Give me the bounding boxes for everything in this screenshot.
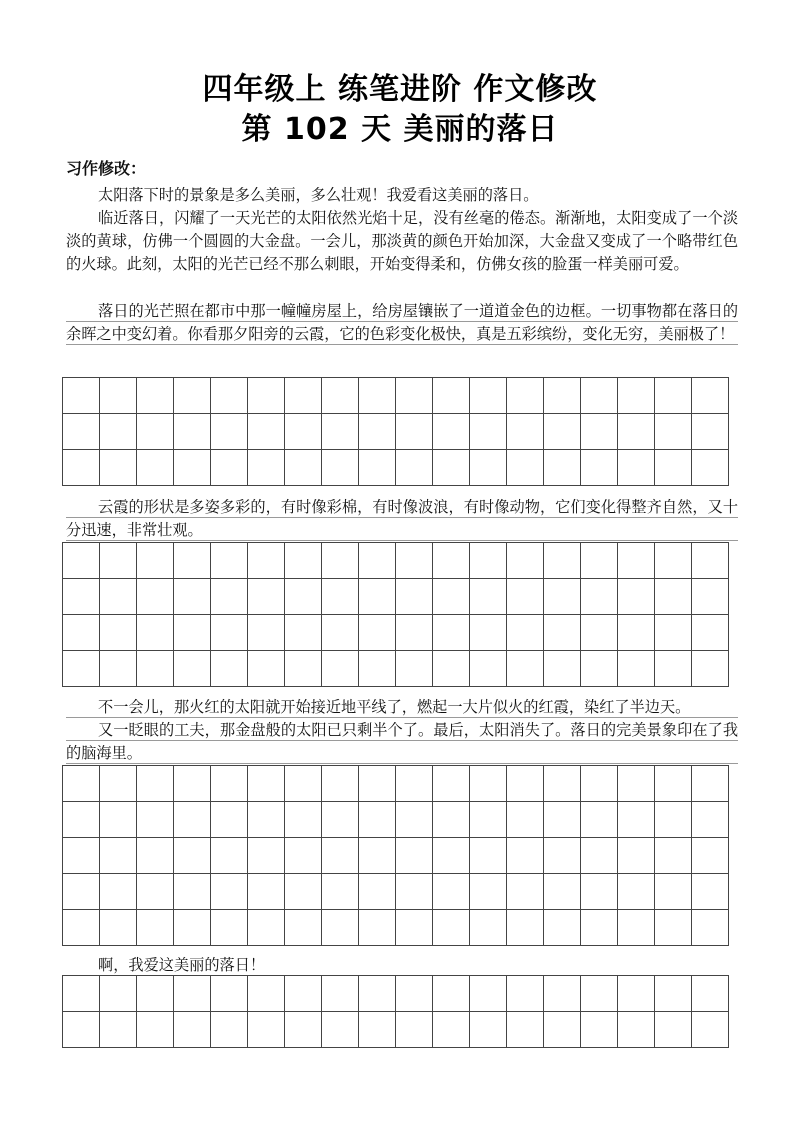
grid-cell[interactable] [174, 910, 211, 946]
grid-cell[interactable] [174, 838, 211, 874]
grid-cell[interactable] [137, 976, 174, 1012]
grid-cell[interactable] [248, 766, 285, 802]
grid-cell[interactable] [655, 838, 692, 874]
grid-cell[interactable] [655, 450, 692, 486]
grid-cell[interactable] [618, 378, 655, 414]
grid-cell[interactable] [396, 838, 433, 874]
grid-cell[interactable] [544, 378, 581, 414]
grid-cell[interactable] [396, 378, 433, 414]
grid-cell[interactable] [507, 579, 544, 615]
paragraph-3: 落日的光芒照在都市中那一幢幢房屋上，给房屋镶嵌了一道道金色的边框。一切事物都在落日的余晖之中变幻着。你看那夕阳旁的云霞，它的色彩变化极快，真是五彩缤纷，变化无穷，美丽极了！ [66, 300, 738, 346]
grid-cell[interactable] [433, 543, 470, 579]
grid-cell[interactable] [248, 874, 285, 910]
grid-cell[interactable] [396, 802, 433, 838]
grid-cell[interactable] [322, 615, 359, 651]
grid-cell[interactable] [544, 766, 581, 802]
grid-cell[interactable] [137, 874, 174, 910]
grid-cell[interactable] [618, 651, 655, 687]
grid-cell[interactable] [692, 651, 729, 687]
grid-cell[interactable] [618, 802, 655, 838]
grid-cell[interactable] [618, 838, 655, 874]
grid-cell[interactable] [285, 976, 322, 1012]
grid-cell[interactable] [211, 579, 248, 615]
grid-cell[interactable] [581, 766, 618, 802]
grid-cell[interactable] [285, 651, 322, 687]
grid-cell[interactable] [211, 615, 248, 651]
grid-cell[interactable] [322, 976, 359, 1012]
grid-cell[interactable] [507, 976, 544, 1012]
grid-cell[interactable] [63, 766, 100, 802]
grid-cell[interactable] [544, 802, 581, 838]
grid-cell[interactable] [581, 838, 618, 874]
grid-cell[interactable] [100, 615, 137, 651]
worksheet-title: 四年级上 练笔进阶 作文修改 [202, 72, 598, 107]
grid-cell[interactable] [470, 651, 507, 687]
grid-cell[interactable] [137, 615, 174, 651]
grid-cell[interactable] [285, 579, 322, 615]
grid-cell[interactable] [174, 615, 211, 651]
grid-cell[interactable] [248, 543, 285, 579]
grid-cell[interactable] [211, 802, 248, 838]
grid-cell[interactable] [100, 378, 137, 414]
grid-cell[interactable] [174, 874, 211, 910]
grid-cell[interactable] [100, 838, 137, 874]
grid-cell[interactable] [359, 543, 396, 579]
grid-cell[interactable] [396, 766, 433, 802]
paragraph-5: 不一会儿，那火红的太阳就开始接近地平线了，燃起一大片似火的红霞，染红了半边天。 [66, 696, 738, 719]
grid-cell[interactable] [396, 579, 433, 615]
grid-cell[interactable] [692, 838, 729, 874]
writing-grid-3[interactable] [62, 765, 729, 946]
grid-cell[interactable] [63, 838, 100, 874]
grid-cell[interactable] [359, 615, 396, 651]
grid-cell[interactable] [470, 543, 507, 579]
grid-cell[interactable] [63, 910, 100, 946]
grid-cell[interactable] [544, 615, 581, 651]
grid-cell[interactable] [137, 414, 174, 450]
grid-cell[interactable] [655, 802, 692, 838]
grid-cell[interactable] [507, 802, 544, 838]
grid-cell[interactable] [248, 910, 285, 946]
grid-cell[interactable] [692, 1012, 729, 1048]
grid-cell[interactable] [692, 802, 729, 838]
grid-cell[interactable] [433, 802, 470, 838]
grid-cell[interactable] [359, 910, 396, 946]
grid-cell[interactable] [618, 414, 655, 450]
paragraph-4: 云霞的形状是多姿多彩的，有时像彩棉，有时像波浪，有时像动物，它们变化得整齐自然，又十分迅速，非常壮观。 [66, 496, 738, 542]
grid-cell[interactable] [692, 450, 729, 486]
grid-cell[interactable] [655, 615, 692, 651]
grid-cell[interactable] [211, 910, 248, 946]
grid-cell[interactable] [174, 378, 211, 414]
grid-cell[interactable] [285, 766, 322, 802]
grid-cell[interactable] [174, 651, 211, 687]
grid-cell[interactable] [655, 766, 692, 802]
grid-cell[interactable] [100, 802, 137, 838]
grid-cell[interactable] [100, 766, 137, 802]
grid-cell[interactable] [285, 838, 322, 874]
grid-cell[interactable] [433, 838, 470, 874]
grid-cell[interactable] [100, 543, 137, 579]
grid-cell[interactable] [211, 414, 248, 450]
grid-cell[interactable] [507, 615, 544, 651]
grid-cell[interactable] [322, 543, 359, 579]
grid-cell[interactable] [285, 910, 322, 946]
grid-cell[interactable] [174, 450, 211, 486]
grid-cell[interactable] [581, 615, 618, 651]
grid-cell[interactable] [507, 414, 544, 450]
grid-cell[interactable] [396, 450, 433, 486]
grid-cell[interactable] [100, 976, 137, 1012]
grid-cell[interactable] [211, 838, 248, 874]
grid-cell[interactable] [692, 766, 729, 802]
paragraph-6: 又一眨眼的工夫，那金盘般的太阳已只剩半个了。最后，太阳消失了。落日的完美景象印在了我的脑海里。 [66, 719, 738, 765]
grid-cell[interactable] [581, 651, 618, 687]
grid-cell[interactable] [248, 651, 285, 687]
grid-cell[interactable] [322, 910, 359, 946]
grid-cell[interactable] [248, 615, 285, 651]
grid-cell[interactable] [63, 802, 100, 838]
grid-cell[interactable] [100, 1012, 137, 1048]
grid-cell[interactable] [137, 651, 174, 687]
grid-cell[interactable] [63, 579, 100, 615]
grid-cell[interactable] [433, 651, 470, 687]
grid-cell[interactable] [433, 874, 470, 910]
grid-cell[interactable] [581, 874, 618, 910]
grid-cell[interactable] [285, 450, 322, 486]
grid-cell[interactable] [359, 378, 396, 414]
grid-cell[interactable] [359, 838, 396, 874]
grid-cell[interactable] [137, 766, 174, 802]
grid-cell[interactable] [211, 450, 248, 486]
grid-cell[interactable] [396, 976, 433, 1012]
grid-cell[interactable] [359, 802, 396, 838]
grid-cell[interactable] [137, 378, 174, 414]
grid-cell[interactable] [655, 378, 692, 414]
grid-cell[interactable] [655, 579, 692, 615]
grid-cell[interactable] [507, 874, 544, 910]
grid-cell[interactable] [285, 874, 322, 910]
grid-cell[interactable] [63, 976, 100, 1012]
grid-cell[interactable] [211, 378, 248, 414]
grid-cell[interactable] [618, 976, 655, 1012]
grid-cell[interactable] [322, 450, 359, 486]
grid-cell[interactable] [470, 976, 507, 1012]
grid-cell[interactable] [470, 414, 507, 450]
grid-cell[interactable] [211, 543, 248, 579]
paragraph-7: 啊，我爱这美丽的落日！ [98, 956, 266, 974]
grid-cell[interactable] [396, 651, 433, 687]
grid-cell[interactable] [692, 378, 729, 414]
grid-cell[interactable] [581, 976, 618, 1012]
grid-cell[interactable] [100, 874, 137, 910]
grid-cell[interactable] [248, 414, 285, 450]
grid-cell[interactable] [174, 579, 211, 615]
grid-cell[interactable] [100, 414, 137, 450]
grid-cell[interactable] [211, 976, 248, 1012]
grid-cell[interactable] [359, 976, 396, 1012]
grid-cell[interactable] [544, 874, 581, 910]
grid-cell[interactable] [100, 910, 137, 946]
grid-cell[interactable] [581, 910, 618, 946]
grid-cell[interactable] [618, 615, 655, 651]
grid-cell[interactable] [618, 543, 655, 579]
grid-cell[interactable] [581, 1012, 618, 1048]
grid-cell[interactable] [544, 450, 581, 486]
grid-cell[interactable] [507, 766, 544, 802]
grid-cell[interactable] [692, 615, 729, 651]
grid-cell[interactable] [63, 651, 100, 687]
grid-cell[interactable] [470, 874, 507, 910]
grid-cell[interactable] [655, 1012, 692, 1048]
grid-cell[interactable] [322, 579, 359, 615]
grid-cell[interactable] [396, 615, 433, 651]
grid-cell[interactable] [433, 766, 470, 802]
grid-cell[interactable] [322, 838, 359, 874]
writing-grid-2[interactable] [62, 542, 729, 687]
grid-cell[interactable] [285, 615, 322, 651]
grid-cell[interactable] [211, 766, 248, 802]
grid-cell[interactable] [396, 414, 433, 450]
paragraph-1: 太阳落下时的景象是多么美丽，多么壮观！我爱看这美丽的落日。 [98, 186, 539, 204]
grid-cell[interactable] [137, 579, 174, 615]
grid-cell[interactable] [655, 414, 692, 450]
grid-cell[interactable] [174, 1012, 211, 1048]
grid-cell[interactable] [396, 874, 433, 910]
grid-cell[interactable] [137, 910, 174, 946]
grid-cell[interactable] [285, 378, 322, 414]
grid-cell[interactable] [211, 874, 248, 910]
grid-cell[interactable] [359, 579, 396, 615]
grid-cell[interactable] [581, 450, 618, 486]
grid-cell[interactable] [322, 651, 359, 687]
grid-cell[interactable] [285, 543, 322, 579]
grid-cell[interactable] [396, 910, 433, 946]
grid-cell[interactable] [655, 543, 692, 579]
grid-cell[interactable] [174, 976, 211, 1012]
grid-cell[interactable] [470, 450, 507, 486]
grid-cell[interactable] [692, 579, 729, 615]
grid-cell[interactable] [470, 766, 507, 802]
grid-cell[interactable] [359, 874, 396, 910]
grid-cell[interactable] [470, 838, 507, 874]
grid-cell[interactable] [100, 450, 137, 486]
grid-cell[interactable] [507, 910, 544, 946]
grid-cell[interactable] [285, 1012, 322, 1048]
grid-cell[interactable] [211, 651, 248, 687]
grid-cell[interactable] [63, 615, 100, 651]
grid-cell[interactable] [174, 543, 211, 579]
grid-cell[interactable] [692, 976, 729, 1012]
grid-cell[interactable] [544, 838, 581, 874]
grid-cell[interactable] [63, 874, 100, 910]
grid-cell[interactable] [544, 910, 581, 946]
writing-grid-1[interactable] [62, 377, 729, 486]
grid-cell[interactable] [359, 766, 396, 802]
grid-cell[interactable] [433, 976, 470, 1012]
grid-cell[interactable] [248, 378, 285, 414]
grid-cell[interactable] [507, 378, 544, 414]
grid-cell[interactable] [285, 414, 322, 450]
grid-cell[interactable] [248, 579, 285, 615]
grid-cell[interactable] [248, 450, 285, 486]
grid-cell[interactable] [618, 766, 655, 802]
grid-cell[interactable] [507, 1012, 544, 1048]
worksheet-subtitle: 第 102 天 美丽的落日 [241, 112, 559, 147]
grid-cell[interactable] [433, 414, 470, 450]
grid-cell[interactable] [581, 802, 618, 838]
grid-cell[interactable] [470, 615, 507, 651]
grid-cell[interactable] [396, 1012, 433, 1048]
grid-cell[interactable] [359, 651, 396, 687]
grid-cell[interactable] [470, 378, 507, 414]
grid-cell[interactable] [618, 874, 655, 910]
grid-cell[interactable] [507, 651, 544, 687]
grid-cell[interactable] [100, 651, 137, 687]
grid-cell[interactable] [63, 378, 100, 414]
grid-cell[interactable] [359, 450, 396, 486]
section-label: 习作修改： [66, 159, 147, 178]
grid-cell[interactable] [211, 1012, 248, 1048]
grid-cell[interactable] [507, 838, 544, 874]
grid-cell[interactable] [618, 450, 655, 486]
grid-cell[interactable] [100, 579, 137, 615]
grid-cell[interactable] [618, 910, 655, 946]
grid-cell[interactable] [470, 579, 507, 615]
grid-cell[interactable] [322, 766, 359, 802]
grid-cell[interactable] [470, 802, 507, 838]
grid-cell[interactable] [63, 543, 100, 579]
grid-cell[interactable] [433, 1012, 470, 1048]
grid-cell[interactable] [174, 802, 211, 838]
grid-cell[interactable] [581, 378, 618, 414]
grid-cell[interactable] [248, 976, 285, 1012]
grid-cell[interactable] [544, 651, 581, 687]
grid-cell[interactable] [544, 1012, 581, 1048]
grid-cell[interactable] [433, 579, 470, 615]
writing-grid-4[interactable] [62, 975, 729, 1048]
grid-cell[interactable] [433, 378, 470, 414]
grid-cell[interactable] [433, 615, 470, 651]
grid-cell[interactable] [174, 766, 211, 802]
grid-cell[interactable] [692, 874, 729, 910]
grid-cell[interactable] [359, 1012, 396, 1048]
grid-cell[interactable] [470, 1012, 507, 1048]
grid-cell[interactable] [63, 1012, 100, 1048]
grid-cell[interactable] [655, 874, 692, 910]
grid-cell[interactable] [322, 802, 359, 838]
grid-cell[interactable] [137, 543, 174, 579]
grid-cell[interactable] [581, 579, 618, 615]
paragraph-2: 临近落日，闪耀了一天光芒的太阳依然光焰十足，没有丝毫的倦态。渐渐地，太阳变成了一个淡淡的黄球，仿佛一个圆圆的大金盘。一会儿，那淡黄的颜色开始加深，大金盘又变成了一个略带红色的火球。此刻，太阳的光芒已经不那么刺眼，开始变得柔和，仿佛女孩的脸蛋一样美丽可爱。 [66, 209, 738, 273]
grid-cell[interactable] [322, 1012, 359, 1048]
grid-cell[interactable] [248, 838, 285, 874]
grid-cell[interactable] [581, 414, 618, 450]
grid-cell[interactable] [174, 414, 211, 450]
grid-cell[interactable] [433, 910, 470, 946]
grid-cell[interactable] [581, 543, 618, 579]
grid-cell[interactable] [507, 543, 544, 579]
grid-cell[interactable] [137, 1012, 174, 1048]
grid-cell[interactable] [618, 579, 655, 615]
grid-cell[interactable] [655, 910, 692, 946]
grid-cell[interactable] [322, 378, 359, 414]
grid-cell[interactable] [692, 910, 729, 946]
grid-cell[interactable] [248, 1012, 285, 1048]
grid-cell[interactable] [692, 543, 729, 579]
grid-cell[interactable] [137, 838, 174, 874]
grid-cell[interactable] [544, 414, 581, 450]
grid-cell[interactable] [470, 910, 507, 946]
grid-cell[interactable] [322, 874, 359, 910]
grid-cell[interactable] [618, 1012, 655, 1048]
grid-cell[interactable] [544, 976, 581, 1012]
grid-cell[interactable] [359, 414, 396, 450]
grid-cell[interactable] [322, 414, 359, 450]
grid-cell[interactable] [544, 579, 581, 615]
grid-cell[interactable] [63, 414, 100, 450]
grid-cell[interactable] [396, 543, 433, 579]
grid-cell[interactable] [248, 802, 285, 838]
grid-cell[interactable] [137, 450, 174, 486]
grid-cell[interactable] [63, 450, 100, 486]
grid-cell[interactable] [544, 543, 581, 579]
grid-cell[interactable] [655, 651, 692, 687]
grid-cell[interactable] [433, 450, 470, 486]
grid-cell[interactable] [137, 802, 174, 838]
grid-cell[interactable] [507, 450, 544, 486]
grid-cell[interactable] [285, 802, 322, 838]
grid-cell[interactable] [692, 414, 729, 450]
grid-cell[interactable] [655, 976, 692, 1012]
